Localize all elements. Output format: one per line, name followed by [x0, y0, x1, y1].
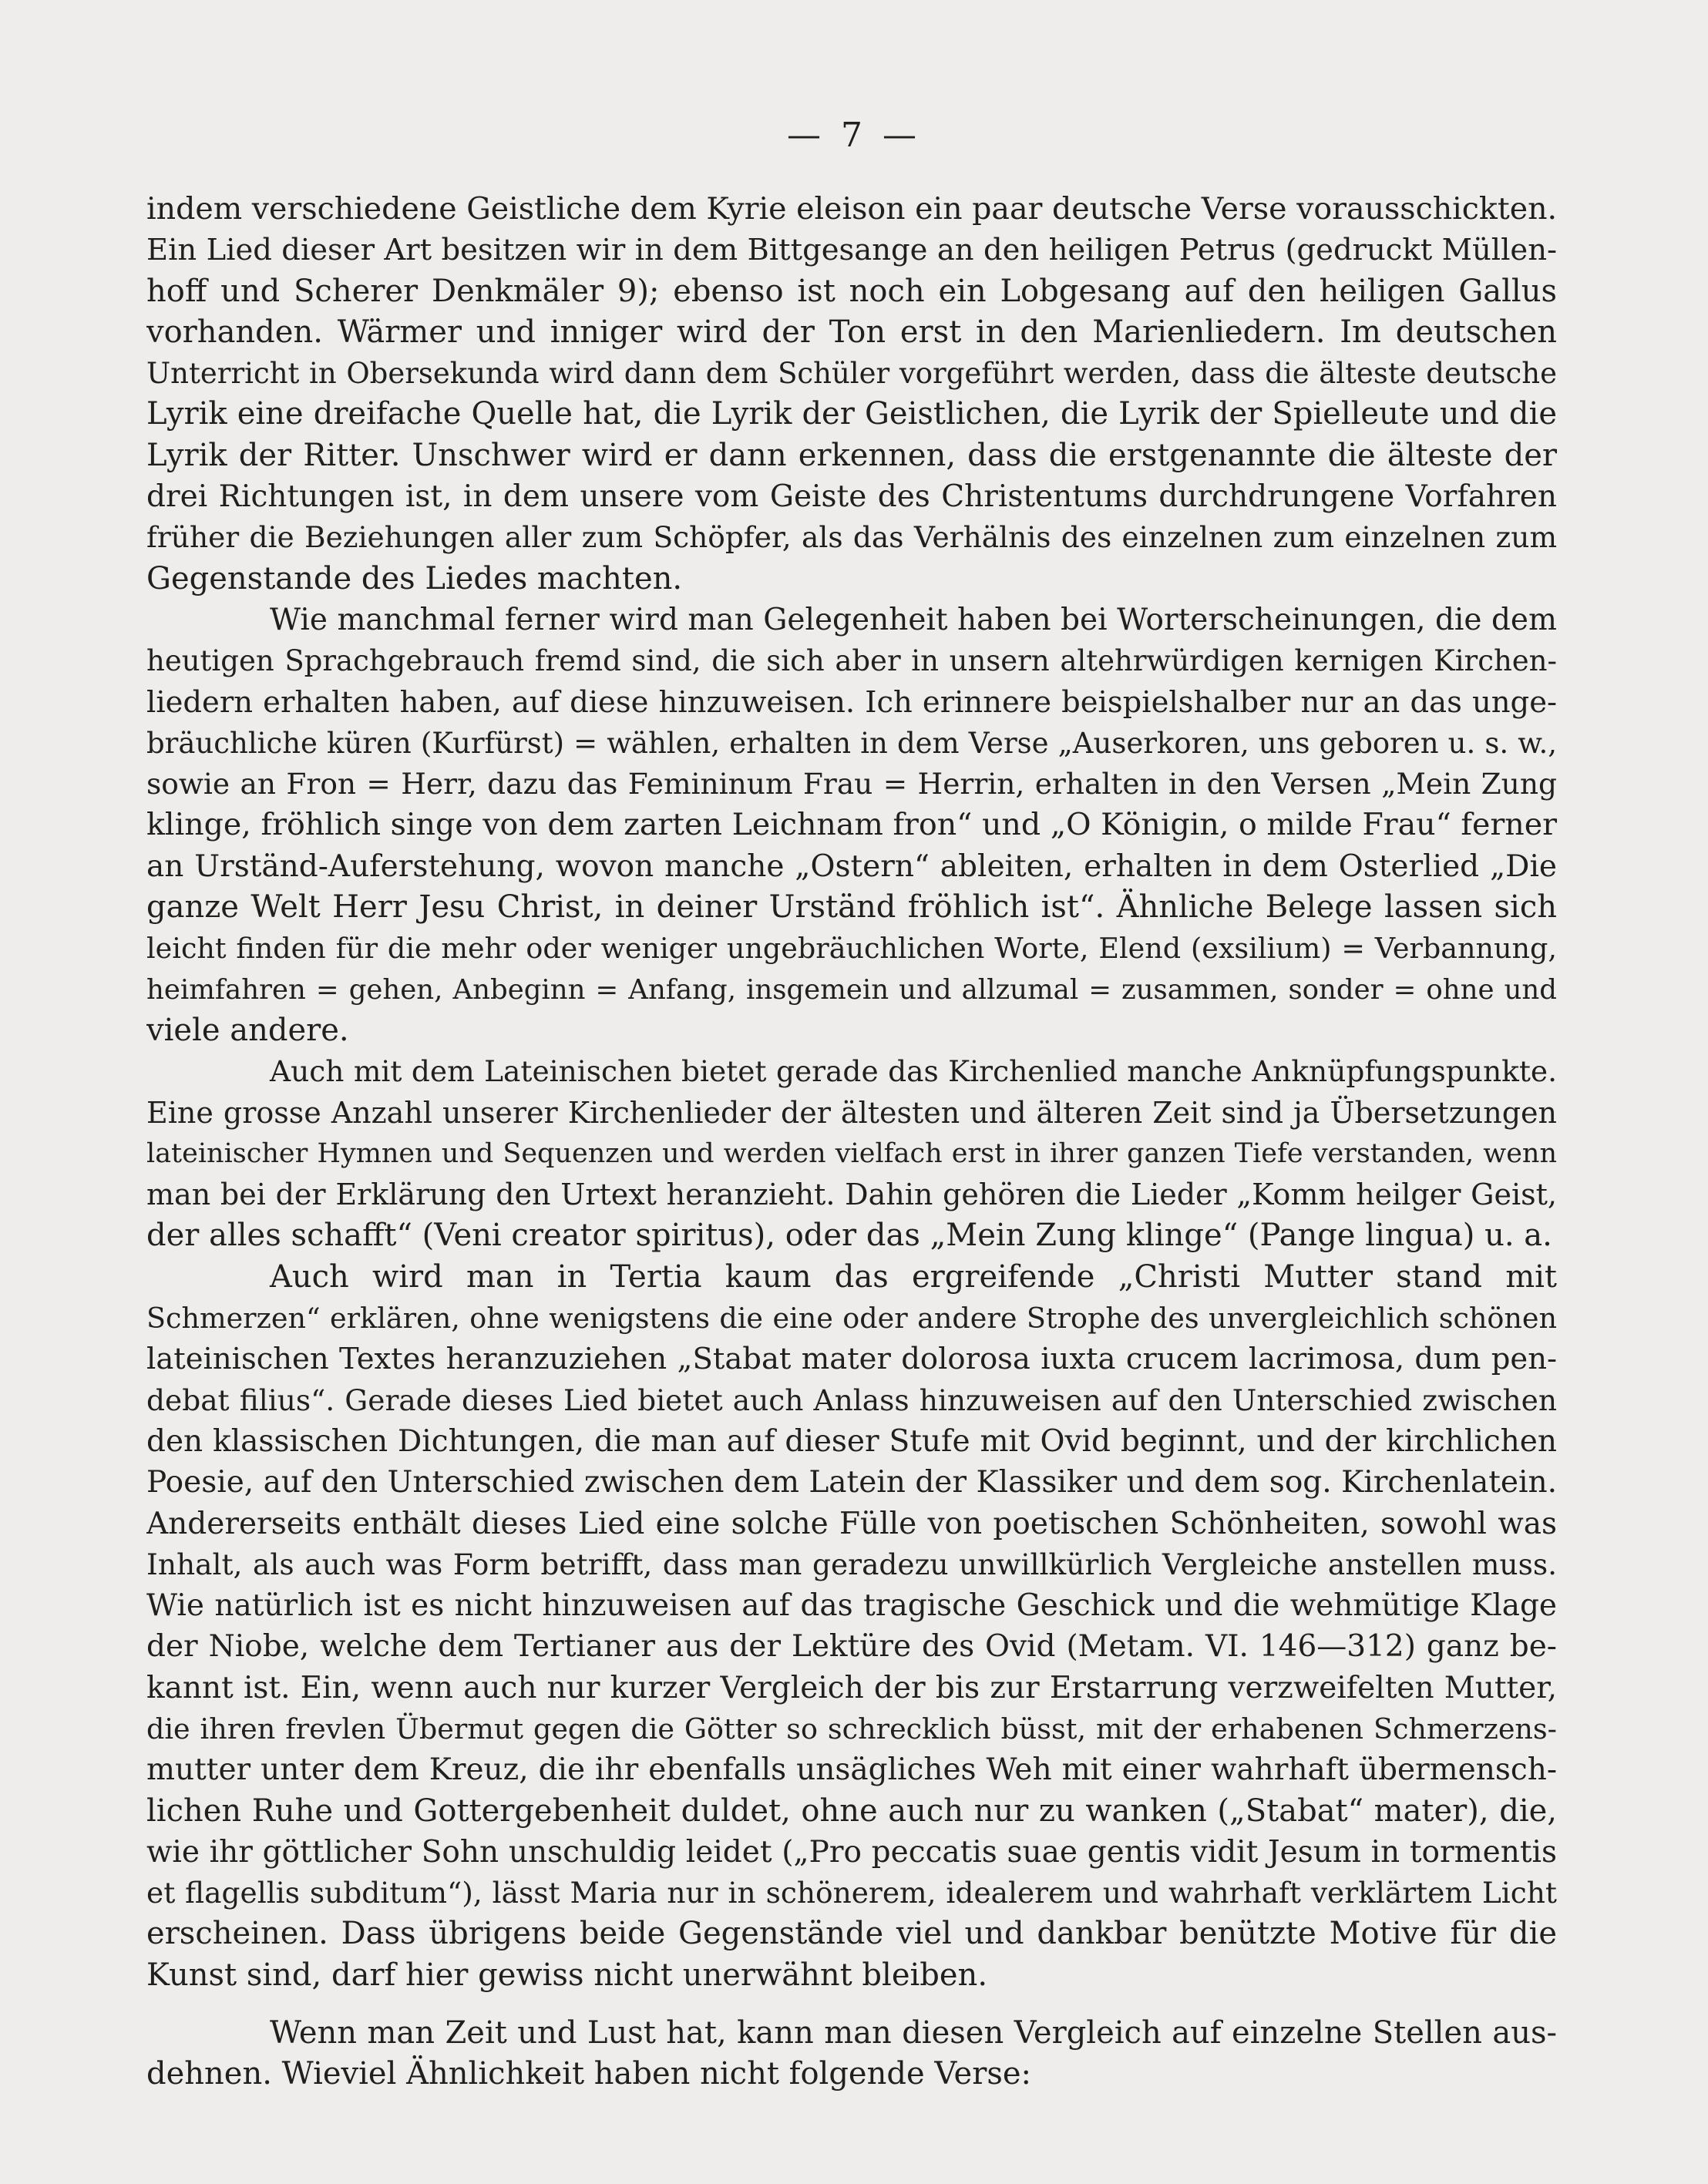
text-line: Poesie, auf den Unterschied zwischen dem Latein der Klassiker und dem sog. Kirchenlatein. [146, 1465, 1557, 1500]
text-line: kannt ist. Ein, wenn auch nur kurzer Vergleich der bis zur Erstarrung verzweifelten Mutter, [146, 1670, 1557, 1705]
body-text [146, 189, 1557, 2095]
text-line: den klassischen Dichtungen, die man auf dieser Stufe mit Ovid beginnt, und der kirchlichen [146, 1423, 1557, 1459]
text-line: an Urständ-Auferstehung, wovon manche „Ostern“ ableiten, erhalten in dem Osterlied „Die [146, 848, 1557, 884]
text-line: hoff und Scherer Denkmäler 9); ebenso ist noch ein Lobgesang auf den heiligen Gallus [146, 273, 1557, 309]
text-line: viele andere. [146, 1012, 349, 1048]
text-line: drei Richtungen ist, in dem unsere vom Geiste des Christentums durchdrungene Vorfahren [146, 479, 1557, 515]
text-line: Wenn man Zeit und Lust hat, kann man diesen Vergleich auf einzelne Stellen aus- [270, 2015, 1557, 2051]
text-line: Gegenstande des Liedes machten. [146, 560, 683, 596]
text-line: man bei der Erklärung den Urtext heranzieht. Dahin gehören die Lieder „Komm heilger Geist, [146, 1178, 1557, 1212]
text-line: ganze Welt Herr Jesu Christ, in deiner Urständ fröhlich ist“. Ähnliche Belege lassen sich [146, 889, 1557, 926]
text-line: Ein Lied dieser Art besitzen wir in dem Bittgesange an den heiligen Petrus (gedruckt Müllen- [146, 233, 1557, 268]
text-line: sowie an Fron = Herr, dazu das Femininum Frau = Herrin, erhalten in den Versen „Mein Zung [146, 767, 1557, 801]
text-line: Wie manchmal ferner wird man Gelegenheit haben bei Worterscheinungen, die dem [270, 602, 1557, 637]
text-line: heimfahren = gehen, Anbeginn = Anfang, insgemein und allzumal = zusammen, sonder = ohne und [146, 973, 1557, 1006]
text-line: Schmerzen“ erklären, ohne wenigstens die eine oder andere Strophe des unvergleichlich schönen [146, 1302, 1557, 1336]
paragraph-gap [146, 1996, 1557, 2013]
text-line: vorhanden. Wärmer und inniger wird der Ton erst in den Marienliedern. Im deutschen [146, 314, 1557, 350]
text-line: der alles schafft“ (Veni creator spiritus), oder das „Mein Zung klinge“ (Pange lingua) u. a. [146, 1218, 1552, 1254]
text-line: Unterricht in Obersekunda wird dann dem Schüler vorgeführt werden, dass die älteste deutsche [146, 357, 1557, 391]
text-line: mutter unter dem Kreuz, die ihr ebenfalls unsägliches Weh mit einer wahrhaft übermensch- [146, 1752, 1557, 1788]
text-line: Auch wird man in Tertia kaum das ergreifende „Christi Mutter stand mit [270, 1258, 1557, 1295]
text-line: Andererseits enthält dieses Lied eine solche Fülle von poetischen Schönheiten, sowohl was [146, 1506, 1557, 1541]
text-line: früher die Beziehungen aller zum Schöpfer, als das Verhälnis des einzelnen zum einzelnen zum [146, 520, 1557, 555]
paragraph [146, 600, 1557, 1051]
paragraph [146, 1257, 1557, 1996]
page-number: — 7 — [787, 116, 921, 155]
text-line: lateinischer Hymnen und Sequenzen und werden vielfach erst in ihrer ganzen Tiefe verstanden, wenn [146, 1137, 1557, 1169]
text-line: liedern erhalten haben, auf diese hinzuweisen. Ich erinnere beispielshalber nur an das unge- [146, 684, 1557, 720]
text-line: wie ihr göttlicher Sohn unschuldig leidet („Pro peccatis suae gentis vidit Jesum in tormentis [146, 1834, 1557, 1870]
text-line: Wie natürlich ist es nicht hinzuweisen auf das tragische Geschick und die wehmütige Klage [146, 1588, 1557, 1624]
text-line: erscheinen. Dass übrigens beide Gegenstände viel und dankbar benützte Motive für die [146, 1916, 1557, 1952]
text-line: die ihren frevlen Übermut gegen die Götter so schrecklich büsst, mit der erhabenen Schmerzens- [146, 1712, 1557, 1746]
paragraph [146, 1051, 1557, 1256]
text-line: Inhalt, als auch was Form betrifft, dass man geradezu unwillkürlich Vergleiche anstellen muss. [146, 1547, 1557, 1581]
text-line: Eine grosse Anzahl unserer Kirchenlieder der ältesten und älteren Zeit sind ja Übersetzungen [146, 1095, 1557, 1130]
text-line: bräuchliche küren (Kurfürst) = wählen, erhalten in dem Verse „Auserkoren, uns geboren u. s. w., [146, 726, 1557, 760]
text-line: klinge, fröhlich singe von dem zarten Leichnam fron“ und „O Königin, o milde Frau“ ferner [146, 807, 1557, 843]
text-line: indem verschiedene Geistliche dem Kyrie eleison ein paar deutsche Verse vorausschickten. [146, 191, 1557, 227]
paragraph [146, 189, 1557, 600]
text-line: der Niobe, welche dem Tertianer aus der Lektüre des Ovid (Metam. VI. 146—312) ganz be- [146, 1629, 1557, 1665]
text-line: leicht finden für die mehr oder weniger ungebräuchlichen Worte, Elend (exsilium) = Verbannung, [146, 932, 1557, 966]
text-line: lateinischen Textes heranzuziehen „Stabat mater dolorosa iuxta crucem lacrimosa, dum pen- [146, 1342, 1557, 1377]
text-line: heutigen Sprachgebrauch fremd sind, die sich aber in unsern altehrwürdigen kernigen Kirchen- [146, 644, 1557, 678]
text-line: debat filius“. Gerade dieses Lied bietet auch Anlass hinzuweisen auf den Unterschied zwischen [146, 1383, 1557, 1417]
text-line: Lyrik eine dreifache Quelle hat, die Lyrik der Geistlichen, die Lyrik der Spielleute und die [146, 396, 1557, 432]
text-line: lichen Ruhe und Gottergebenheit duldet, ohne auch nur zu wanken („Stabat“ mater), die, [146, 1793, 1557, 1829]
paragraph [146, 2013, 1557, 2095]
text-line: Lyrik der Ritter. Unschwer wird er dann erkennen, dass die erstgenannte die älteste der [146, 437, 1557, 473]
text-line: Kunst sind, darf hier gewiss nicht unerwähnt bleiben. [146, 1957, 988, 1993]
text-line: et flagellis subditum“), lässt Maria nur in schönerem, idealerem und wahrhaft verklärtem Licht [146, 1876, 1557, 1910]
text-line: dehnen. Wieviel Ähnlichkeit haben nicht folgende Verse: [146, 2056, 1032, 2092]
text-line: Auch mit dem Lateinischen bietet gerade das Kirchenlied manche Anknüpfungspunkte. [270, 1054, 1557, 1089]
